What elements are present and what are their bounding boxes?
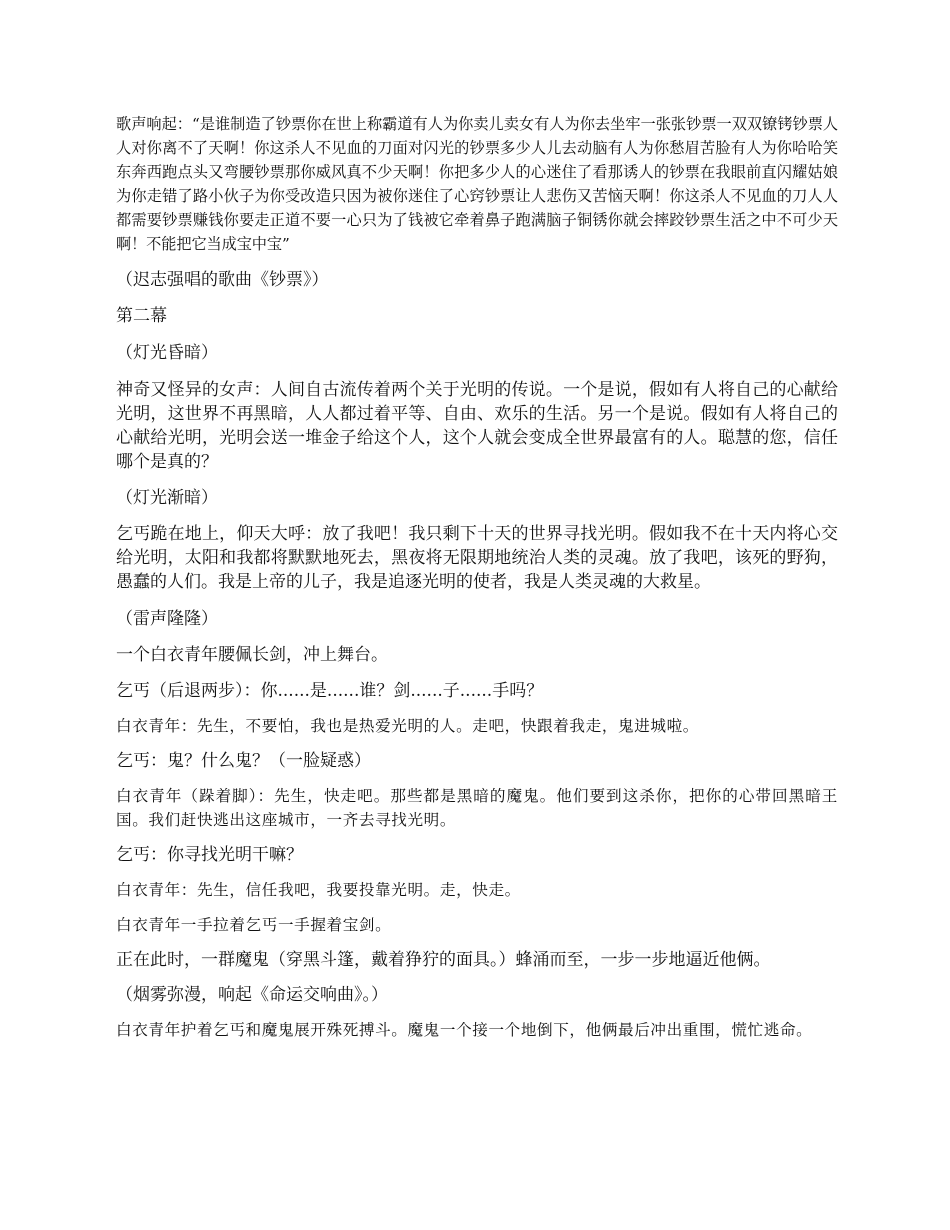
song-credit: （迟志强唱的歌曲《钞票》） [116,270,329,290]
dialogue-line: 白衣青年（跺着脚）：先生，快走吧。那些都是黑暗的魔鬼。他们要到这杀你，把你的心带回黑暗王国。我们赶快逃出这座城市，一齐去寻找光明。 [116,787,838,829]
dialogue-line: 乞丐：鬼？什么鬼？（一脸疑惑） [116,751,371,771]
stage-direction: （烟雾弥漫，响起《命运交响曲》。） [116,985,388,1005]
dialogue-line: 白衣青年：先生，信任我吧，我要投靠光明。走，快走。 [116,881,521,899]
stage-direction: （雷声隆隆） [116,609,218,629]
stage-action: 白衣青年护着乞丐和魔鬼展开殊死搏斗。魔鬼一个接一个地倒下，他俩最后冲出重围，慌忙逃命。 [116,1021,813,1039]
narration-paragraph: 神奇又怪异的女声：人间自古流传着两个关于光明的传说。一个是说，假如有人将自己的心献给光明，这世界不再黑暗，人人都过着平等、自由、欢乐的生活。另一个是说。假如有人将自己的心献给光明，光明会送一堆金子给这个人，这个人就会变成全世界最富有的人。聪慧的您，信任哪个是真的？ [116,380,838,472]
stage-direction: （灯光渐暗） [116,488,218,508]
beggar-monologue: 乞丐跪在地上，仰天大呼：放了我吧！我只剩下十天的世界寻找光明。假如我不在十天内将心交给光明，太阳和我都将默默地死去，黑夜将无限期地统治人类的灵魂。放了我吧，该死的野狗，愚蠢的人们。我是上帝的儿子，我是追逐光明的使者，我是人类灵魂的大救星。 [116,524,838,592]
act-heading: 第二幕 [116,306,167,326]
stage-action: 白衣青年一手拉着乞丐一手握着宝剑。 [116,916,392,934]
document-page [116,112,838,1053]
dialogue-line: 白衣青年：先生，不要怕，我也是热爱光明的人。走吧，快跟着我走，鬼进城啦。 [116,717,699,735]
stage-direction: （灯光昏暗） [116,343,218,363]
stage-action: 一个白衣青年腰佩长剑，冲上舞台。 [116,645,388,665]
dialogue-line: 乞丐：你寻找光明干嘛？ [116,845,303,865]
song-lyrics-paragraph: 歌声响起：“是谁制造了钞票你在世上称霸道有人为你卖儿卖女有人为你去坐牢一张张钞票一双双镣铐钞票人人对你离不了天啊！你这杀人不见血的刀面对闪光的钞票多少人儿去动脑有人为你愁眉苦脸有人为你哈哈笑东奔西跑点头又弯腰钞票那你威风真不少天啊！你把多少人的心迷住了看那诱人的钞票在我眼前直闪耀姑娘为你走错了路小伙子为你受改造只因为被你迷住了心窍钞票让人悲伤又苦恼天啊！你这杀人不见血的刀人人都需要钞票赚钱你要走正道不要一心只为了钱被它牵着鼻子跑满脑子铜锈你就会摔跤钞票生活之中不可少天啊！不能把它当成宝中宝” [116,115,838,253]
stage-action: 正在此时，一群魔鬼（穿黑斗篷，戴着狰狞的面具。）蜂涌而至，一步一步地逼近他俩。 [116,950,771,970]
dialogue-line: 乞丐（后退两步）：你......是......谁？剑......子......手吗？ [116,681,544,701]
